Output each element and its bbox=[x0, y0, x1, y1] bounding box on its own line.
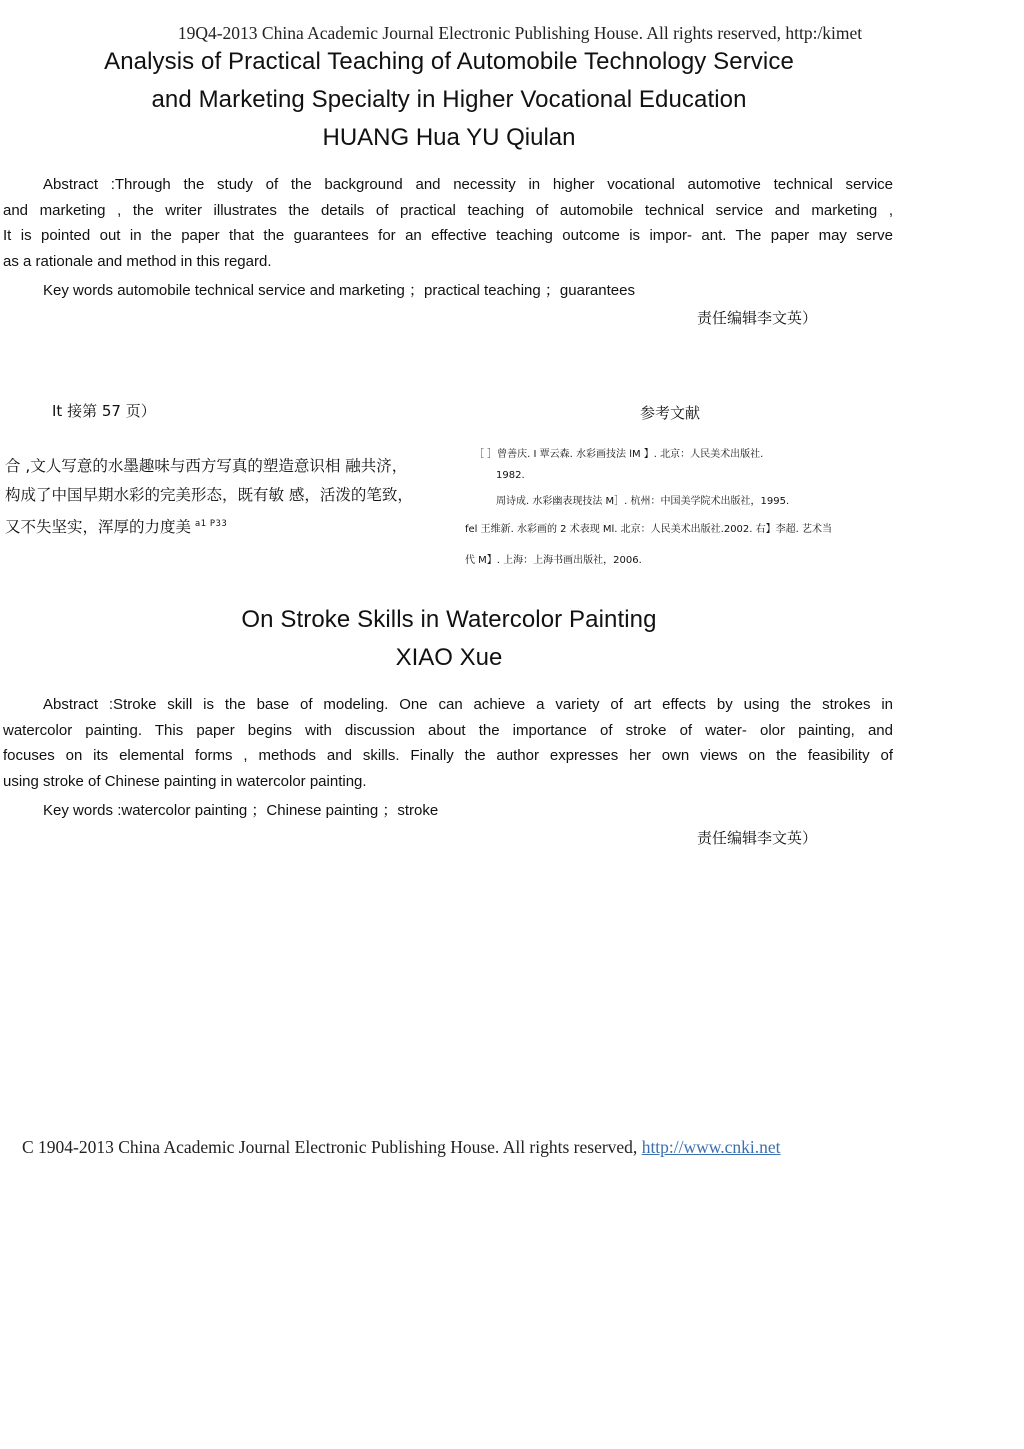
abstract-line: Abstract :Through the study of the background and necessity in higher vocational automotive technical service bbox=[43, 176, 893, 193]
abstract-line: focuses on its elemental forms , methods and skills. Finally the author expresses her own views on the feasibility of bbox=[3, 747, 893, 764]
reference-line: ［ ］曾善庆. I 覃云森. 水彩画技法 lM 】. 北京：人民美术出版社. bbox=[474, 449, 764, 460]
article2-editor: 责任编辑李文英） bbox=[697, 830, 818, 847]
reference-line: 1982. bbox=[496, 470, 525, 481]
continuation-line: 又不失坚实，浑厚的力度美 bbox=[5, 518, 192, 537]
continuation-line: 合 ,文人写意的水墨趣味与西方写真的塑造意识相 融共济， bbox=[5, 457, 408, 475]
article1-abstract bbox=[3, 172, 893, 304]
abstract-line: using stroke of Chinese painting in watercolor painting. bbox=[3, 772, 367, 790]
continuation-text bbox=[5, 452, 435, 542]
abstract-line: and marketing , the writer illustrates the details of practical teaching of automobile technical service and marketing , bbox=[3, 201, 893, 219]
continuation-line: 构成了中国早期水彩的完美形态，既有敏 感，活泼的笔致， bbox=[5, 486, 413, 504]
article2-keywords: Key words :watercolor painting ；Chinese painting ；stroke bbox=[43, 802, 439, 819]
article1-keywords: Key words automobile technical service and marketing ；practical teaching ；guarantees bbox=[43, 282, 635, 299]
article2-title: On Stroke Skills in Watercolor Painting bbox=[241, 606, 657, 633]
abstract-line: It is pointed out in the paper that the guarantees for an effective teaching outcome is impor- ant. The paper may serve bbox=[3, 227, 893, 244]
continuation-label: It 接第 57 页） bbox=[52, 402, 156, 420]
abstract-line: watercolor painting. This paper begins with discussion about the importance of stroke of water- olor painting, and bbox=[3, 721, 893, 739]
article1-title-line1: Analysis of Practical Teaching of Automobile Technology Service bbox=[104, 48, 794, 75]
article2-abstract bbox=[3, 692, 893, 824]
abstract-line: as a rationale and method in this regard. bbox=[3, 252, 272, 270]
reference-line: 代 M】. 上海：上海书画出版社，2006. bbox=[465, 555, 642, 566]
citation-marker: a1 P33 bbox=[195, 519, 228, 529]
reference-line: fel 王维新. 水彩画的 2 术表现 Ml. 北京：人民美术出版社.2002. 右】李超. 艺术当 bbox=[465, 524, 832, 535]
article1-title-line2: and Marketing Specialty in Higher Vocational Education bbox=[151, 86, 747, 113]
reference-line: 周诗成. 水彩幽表现技法 M］. 杭州：中国美学院术出版社，1995. bbox=[496, 496, 790, 507]
article1-editor: 责任编辑李文英） bbox=[697, 310, 818, 327]
references-heading: 参考文献 bbox=[640, 404, 701, 422]
article2-author: XIAO Xue bbox=[395, 644, 503, 671]
footer-text: C 1904-2013 China Academic Journal Electronic Publishing House. All rights reserved, bbox=[22, 1137, 638, 1157]
abstract-line: Abstract :Stroke skill is the base of modeling. One can achieve a variety of art effects by using the strokes in bbox=[43, 696, 893, 713]
copyright-footer bbox=[22, 1137, 781, 1158]
cnki-link[interactable]: http://www.cnki.net bbox=[641, 1137, 781, 1157]
copyright-header: 19Q4-2013 China Academic Journal Electronic Publishing House. All rights reserved, http:/kimet bbox=[177, 23, 863, 43]
article1-authors: HUANG Hua YU Qiulan bbox=[322, 124, 576, 151]
